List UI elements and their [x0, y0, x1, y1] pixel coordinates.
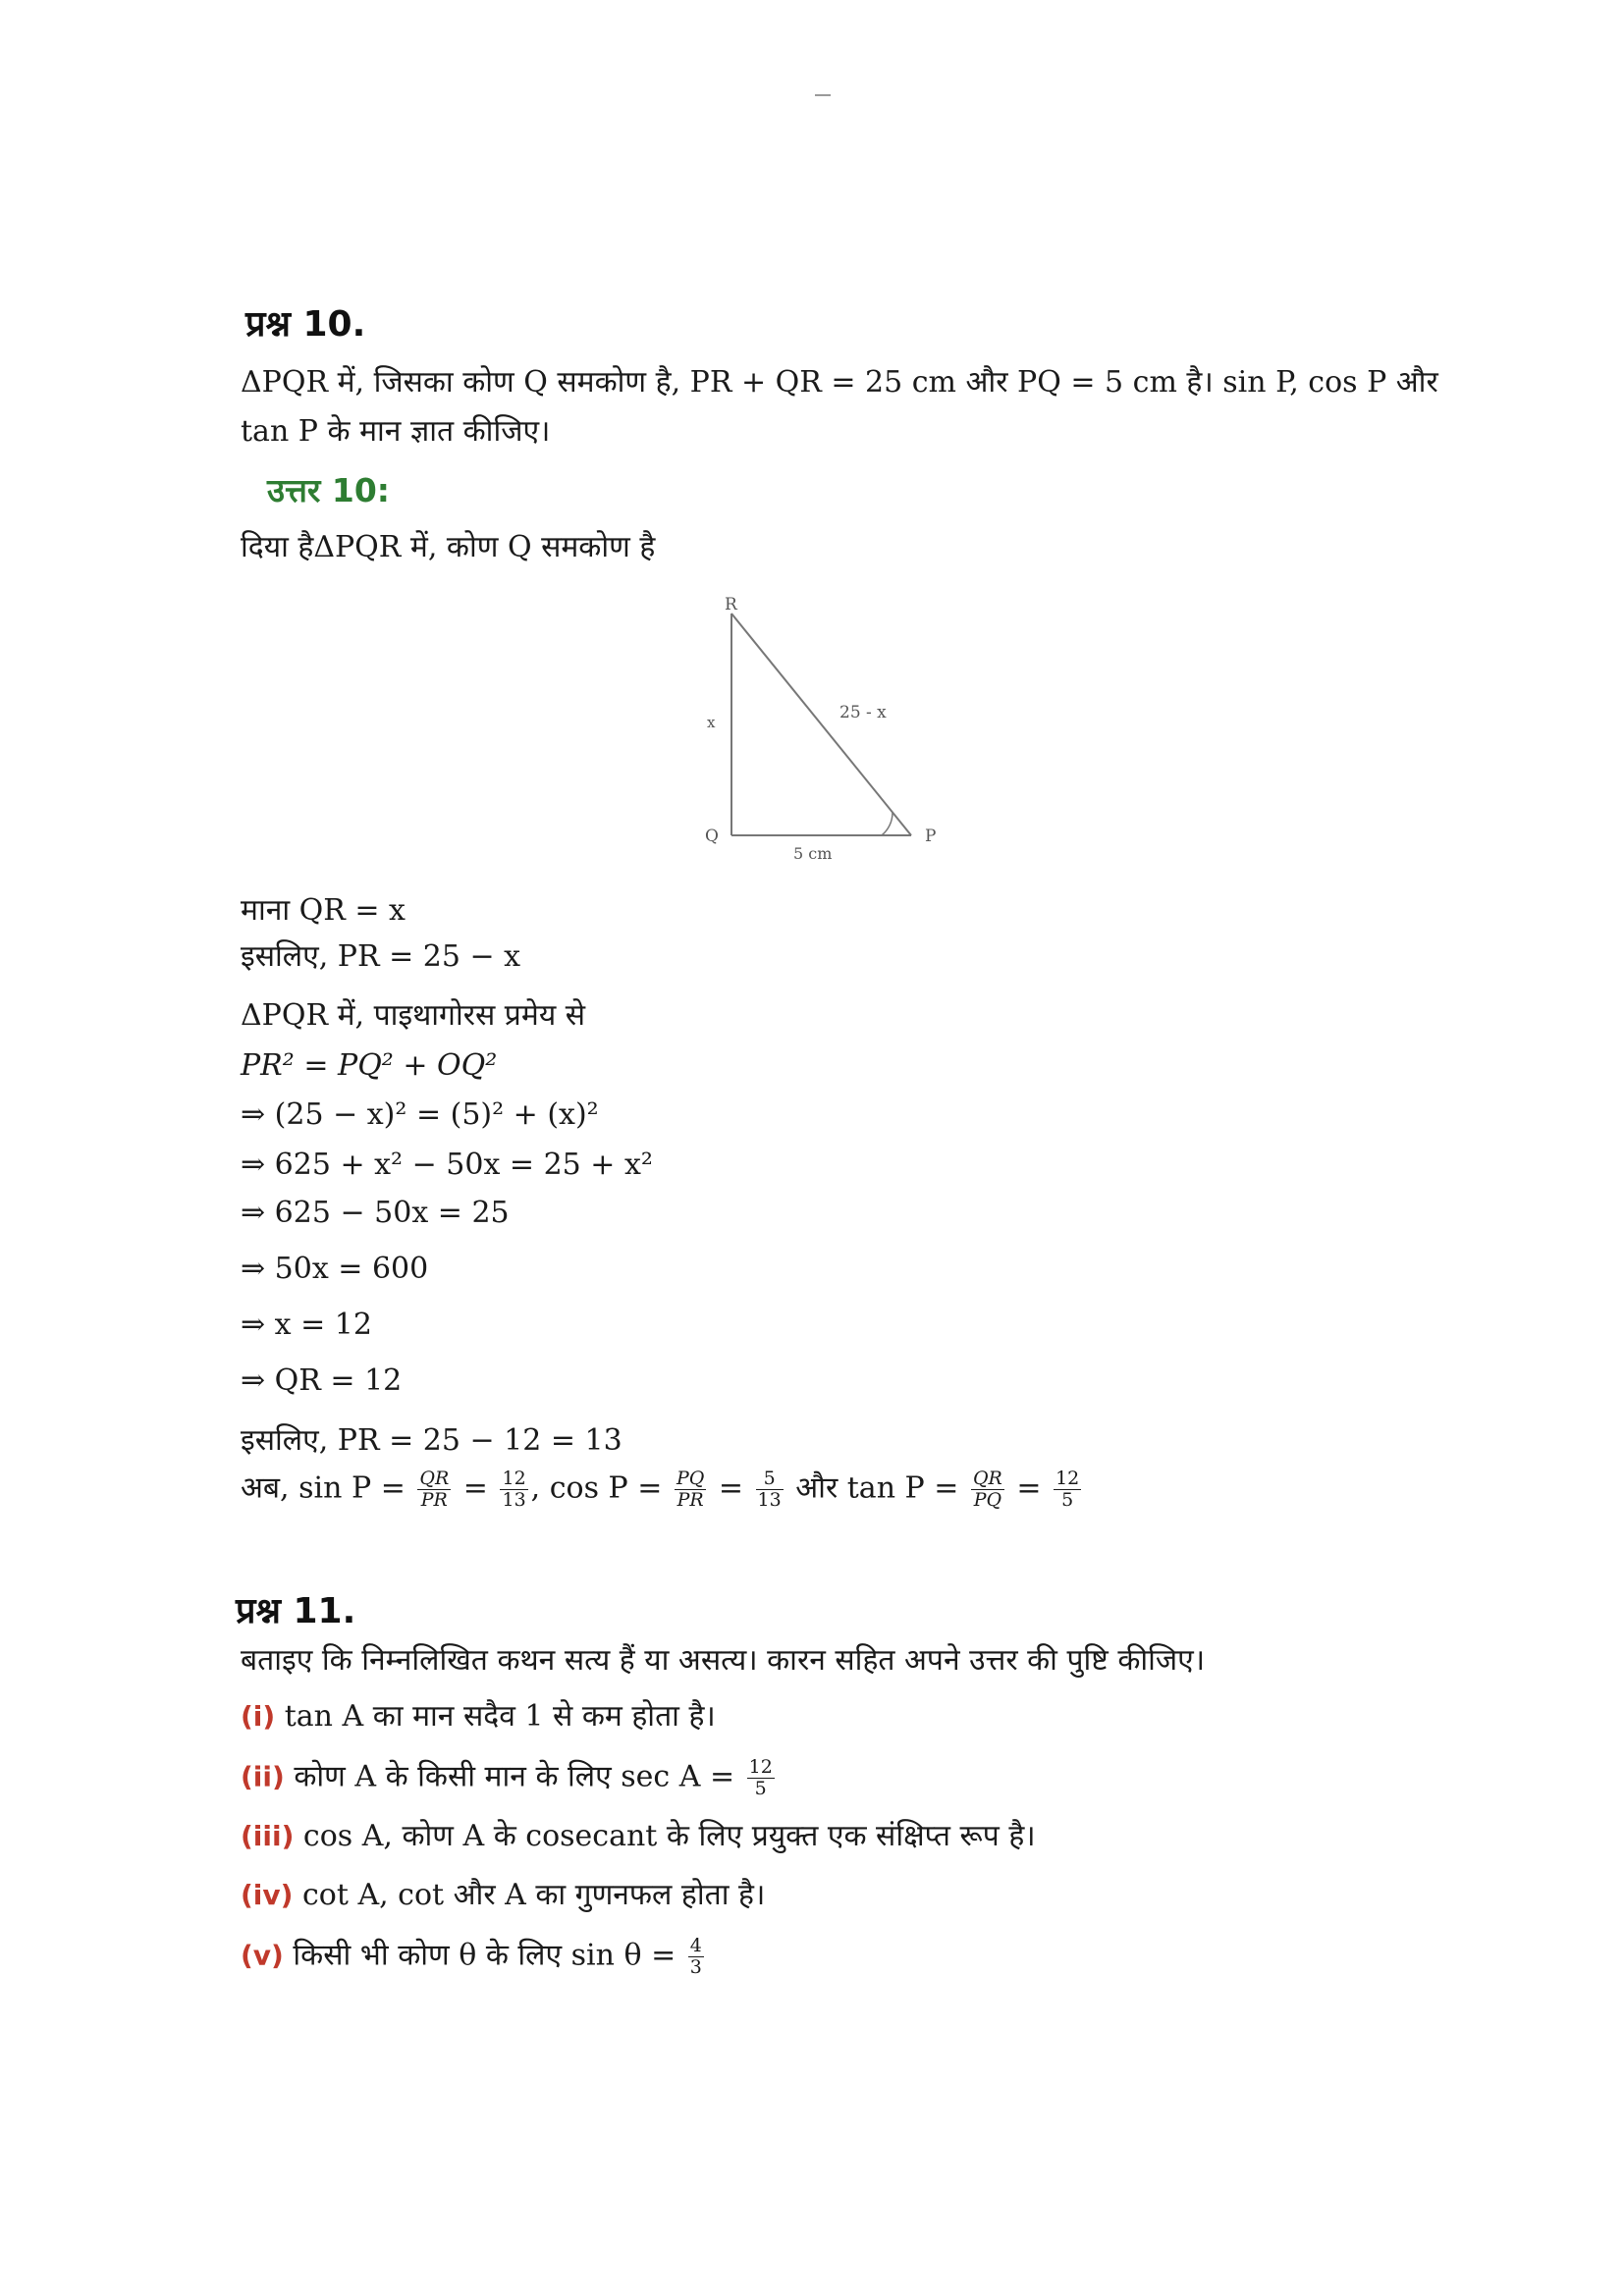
equals-sign: = — [709, 1470, 753, 1506]
answer-10-heading: उत्तर 10: — [267, 471, 390, 509]
step-7: ⇒ 625 − 50x = 25 — [241, 1196, 510, 1230]
fraction-numerator: PQ — [676, 1468, 705, 1489]
statement-text: किसी भी कोण θ के लिए sin θ = — [283, 1938, 685, 1973]
cos-label: , cos P = — [530, 1470, 672, 1506]
vertex-label-r: R — [725, 595, 737, 614]
equals-sign: = — [454, 1470, 498, 1506]
statement-label: (i) — [241, 1700, 276, 1733]
fraction-4-3 — [688, 1936, 704, 1978]
triangle-pqr-figure — [677, 584, 962, 879]
statement-iv — [241, 1876, 765, 1915]
statement-text: tan A का मान सदैव 1 से कम होता है। — [275, 1699, 716, 1734]
question-11-heading: प्रश्न 11. — [236, 1591, 356, 1631]
angle-p-arc — [882, 813, 893, 835]
fraction-5-13 — [756, 1468, 784, 1511]
fraction-numerator: 12 — [502, 1468, 526, 1489]
page-top-mark — [815, 94, 831, 96]
equals-sign: = — [1006, 1470, 1052, 1506]
vertex-label-p: P — [925, 827, 937, 846]
fraction-numerator: 5 — [756, 1468, 784, 1490]
step-11: इसलिए, PR = 25 − 12 = 13 — [241, 1423, 622, 1458]
fraction-denominator: PQ — [973, 1489, 1002, 1511]
side-pr — [731, 614, 911, 835]
question-11-intro: बताइए कि निम्नलिखित कथन सत्य हैं या असत्य। कारन सहित अपने उत्तर की पुष्टि कीजिए। — [241, 1643, 1206, 1678]
fraction-numerator: 12 — [748, 1756, 773, 1778]
fraction-numerator: 4 — [689, 1935, 702, 1956]
vertex-label-q: Q — [705, 827, 719, 846]
final-prefix: अब, sin P = — [241, 1470, 415, 1506]
fraction-denominator: 5 — [754, 1778, 767, 1799]
statement-label: (iv) — [241, 1879, 294, 1911]
fraction-pq-pr — [675, 1468, 706, 1511]
side-label-base: 5 cm — [793, 844, 833, 863]
fraction-denominator: 13 — [757, 1489, 782, 1511]
fraction-numerator: 12 — [1055, 1468, 1080, 1489]
statement-label: (iii) — [241, 1820, 295, 1852]
step-1: माना QR = x — [241, 893, 406, 928]
fraction-12-5 — [1054, 1468, 1081, 1511]
statement-iii — [241, 1817, 1036, 1856]
statement-text: कोण A के किसी मान के लिए sec A = — [284, 1759, 744, 1794]
side-label-x: x — [707, 714, 716, 731]
step-3: ΔPQR में, पाइथागोरस प्रमेय से — [241, 998, 586, 1033]
fraction-denominator: 3 — [689, 1956, 702, 1978]
step-8: ⇒ 50x = 600 — [241, 1252, 429, 1286]
final-ratios-line — [241, 1468, 1084, 1511]
fraction-denominator: PR — [420, 1489, 448, 1511]
fraction-numerator: QR — [419, 1468, 450, 1489]
step-10: ⇒ QR = 12 — [241, 1363, 403, 1398]
fraction-12-5 — [747, 1757, 775, 1799]
statement-label: (ii) — [241, 1760, 285, 1793]
statement-label: (v) — [241, 1939, 284, 1972]
step-6: ⇒ 625 + x² − 50x = 25 + x² — [241, 1148, 653, 1182]
tan-label: और tan P = — [785, 1470, 968, 1506]
step-2: इसलिए, PR = 25 − x — [241, 939, 521, 974]
fraction-denominator: 5 — [1061, 1489, 1074, 1511]
step-9: ⇒ x = 12 — [241, 1308, 372, 1342]
fraction-numerator: QR — [972, 1468, 1002, 1489]
statement-text: cot A, cot और A का गुणनफल होता है। — [293, 1878, 766, 1912]
fraction-qr-pq — [971, 1468, 1004, 1511]
statement-v — [241, 1936, 707, 1978]
fraction-denominator: 13 — [502, 1489, 526, 1511]
fraction-qr-pr — [417, 1468, 451, 1511]
question-10-text-line1: ΔPQR में, जिसका कोण Q समकोण है, PR + QR = 25 cm और PQ = 5 cm है। sin P, cos P और — [241, 365, 1438, 400]
answer-10-given: दिया हैΔPQR में, कोण Q समकोण है — [241, 530, 656, 564]
statement-i — [241, 1697, 716, 1736]
step-4: PR² = PQ² + OQ² — [241, 1048, 498, 1083]
question-10-text-line2: tan P के मान ज्ञात कीजिए। — [241, 414, 551, 449]
statement-ii — [241, 1757, 778, 1799]
question-10-heading: प्रश्न 10. — [245, 304, 366, 345]
step-5: ⇒ (25 − x)² = (5)² + (x)² — [241, 1097, 599, 1132]
fraction-denominator: PR — [676, 1489, 704, 1511]
fraction-12-13 — [500, 1468, 527, 1511]
statement-text: cos A, कोण A के cosecant के लिए प्रयुक्त एक संक्षिप्त रूप है। — [294, 1819, 1036, 1853]
side-label-hypotenuse: 25 - x — [839, 703, 887, 722]
